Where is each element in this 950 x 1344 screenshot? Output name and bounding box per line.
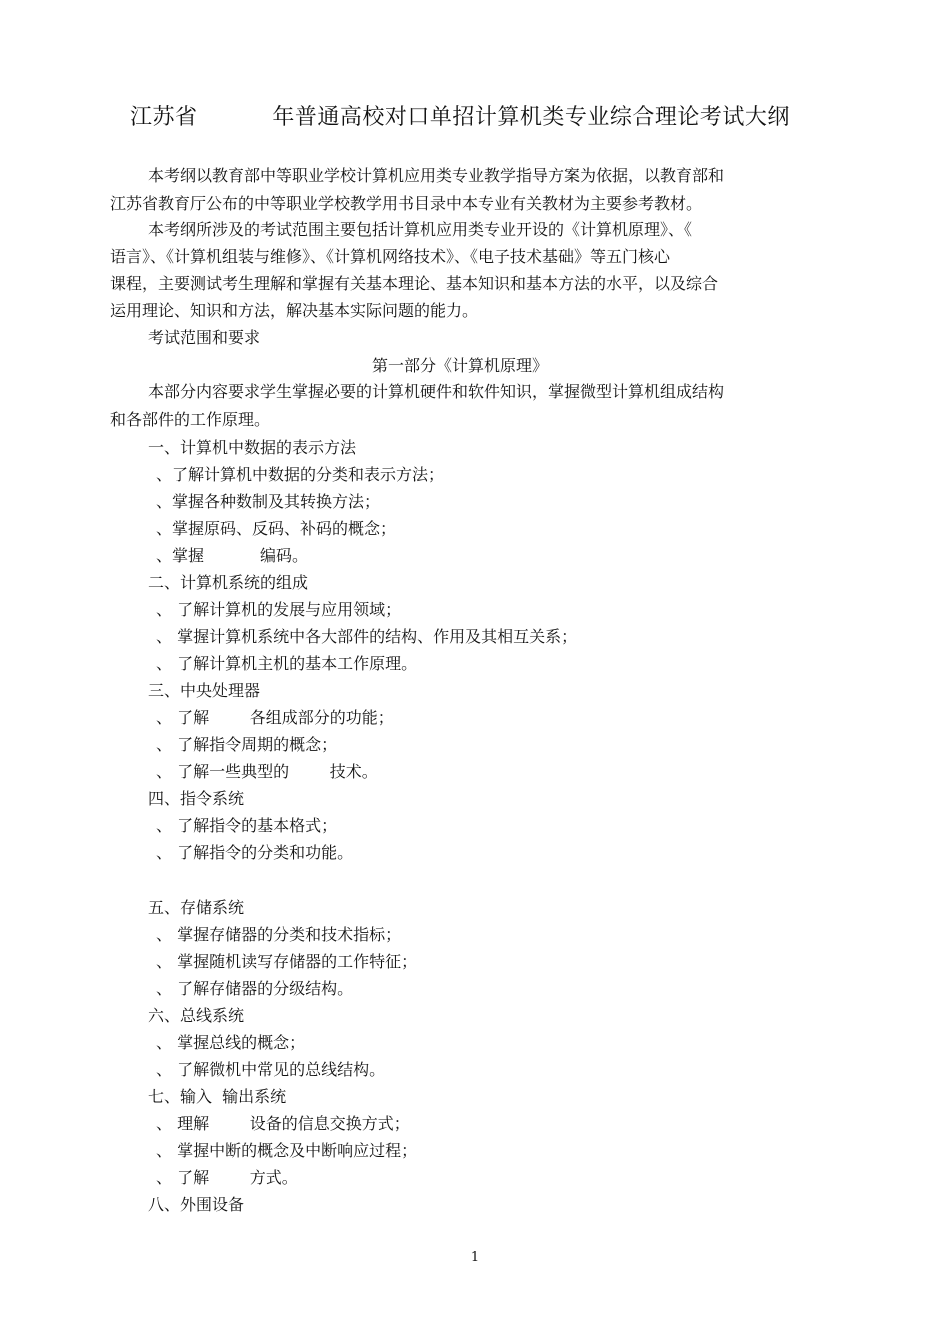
section-heading: 六、总线系统 <box>148 1006 245 1025</box>
section-heading: 二、计算机系统的组成 <box>148 573 309 592</box>
section-item: 、 了解指令的基本格式； <box>156 816 338 835</box>
section-item: 、 了解指令周期的概念； <box>156 735 338 754</box>
intro-line: 本考纲所涉及的考试范围主要包括计算机应用类专业开设的《计算机原理》、《 <box>148 220 693 239</box>
section-item: 、 了解存储器的分级结构。 <box>156 979 354 998</box>
section-heading: 三、中央处理器 <box>148 681 261 700</box>
section-item: 、 了解计算机主机的基本工作原理。 <box>156 654 418 673</box>
section-item: 、 了解 各组成部分的功能； <box>156 708 394 727</box>
section-heading: 一、计算机中数据的表示方法 <box>148 438 357 457</box>
section-heading: 八、外围设备 <box>148 1195 245 1214</box>
section-item: 、 掌握中断的概念及中断响应过程； <box>156 1141 418 1160</box>
section-item: 、 了解微机中常见的总线结构。 <box>156 1060 386 1079</box>
section-item: 、 掌握存储器的分类和技术指标； <box>156 925 402 944</box>
intro-line: 江苏省教育厅公布的中等职业学校教学用书目录中本专业有关教材为主要参考教材。 <box>110 194 703 213</box>
intro-line: 本考纲以教育部中等职业学校计算机应用类专业教学指导方案为依据，以教育部和 <box>148 166 725 185</box>
section-item: 、了解计算机中数据的分类和表示方法； <box>156 465 445 484</box>
page-number: 1 <box>470 1250 480 1265</box>
section-item: 、 了解 方式。 <box>156 1168 298 1187</box>
part-title: 第一部分《计算机原理》 <box>372 356 549 375</box>
section-item: 、掌握各种数制及其转换方法； <box>156 492 381 511</box>
section-item: 、 了解一些典型的 技术。 <box>156 762 378 781</box>
section-item: 、 了解指令的分类和功能。 <box>156 843 354 862</box>
section-item: 、 掌握随机读写存储器的工作特征； <box>156 952 418 971</box>
section-item: 、掌握 编码。 <box>156 546 308 565</box>
section-item: 、 掌握计算机系统中各大部件的结构、作用及其相互关系； <box>156 627 578 646</box>
part-intro-line: 和各部件的工作原理。 <box>110 410 271 429</box>
intro-line: 运用理论、知识和方法，解决基本实际问题的能力。 <box>110 301 479 320</box>
section-heading: 五、存储系统 <box>148 898 245 917</box>
part-intro-line: 本部分内容要求学生掌握必要的计算机硬件和软件知识，掌握微型计算机组成结构 <box>148 382 725 401</box>
section-heading: 四、指令系统 <box>148 789 245 808</box>
section-item: 、 掌握总线的概念； <box>156 1033 306 1052</box>
section-item: 、 了解计算机的发展与应用领域； <box>156 600 402 619</box>
scope-heading: 考试范围和要求 <box>148 328 261 347</box>
intro-line: 课程，主要测试考生理解和掌握有关基本理论、基本知识和基本方法的水平，以及综合 <box>110 274 719 293</box>
page-title: 江苏省 年普通高校对口单招计算机类专业综合理论考试大纲 <box>130 105 790 130</box>
section-item: 、掌握原码、反码、补码的概念； <box>156 519 397 538</box>
section-item: 、 理解 设备的信息交换方式； <box>156 1114 410 1133</box>
intro-line: 语言》、《计算机组装与维修》、《计算机网络技术》、《电子技术基础》等五门核心 <box>110 247 671 266</box>
section-heading: 七、输入 输出系统 <box>148 1087 287 1106</box>
